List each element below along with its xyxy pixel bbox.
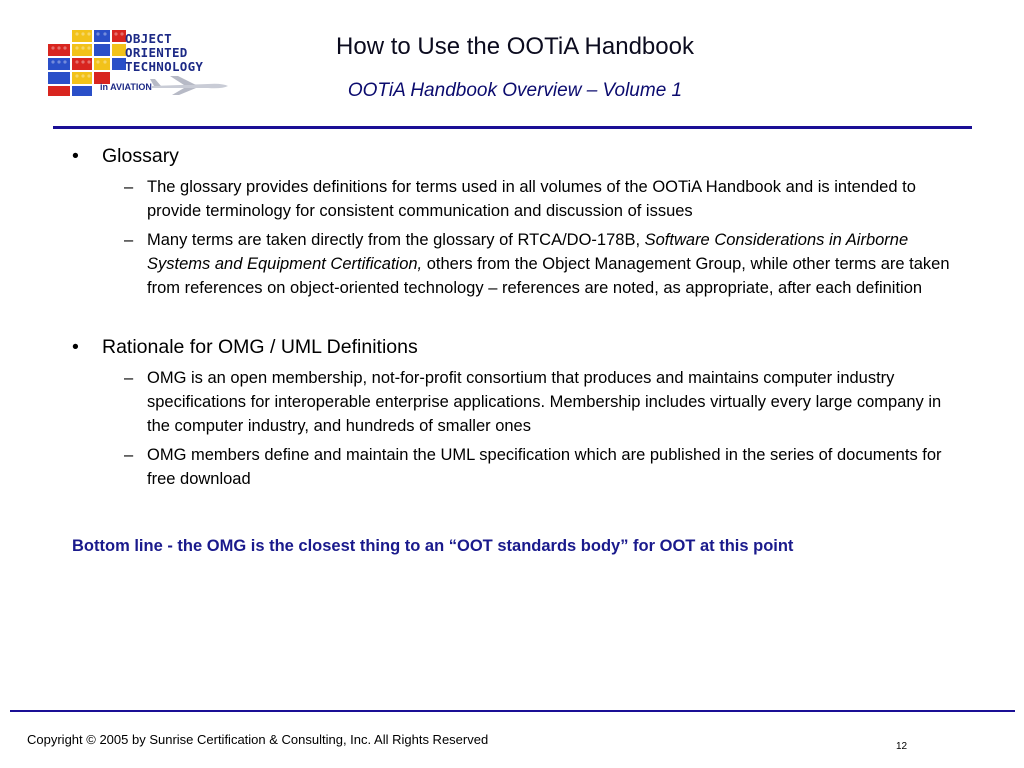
slide-subtitle: OOTiA Handbook Overview – Volume 1: [347, 80, 683, 101]
sub-bullet-text: OMG members define and maintain the UML specification which are published in the series of documents for free download: [147, 446, 942, 488]
sub-bullet: [72, 443, 962, 491]
bottom-line-statement: Bottom line - the OMG is the closest thing to an “OOT standards body” for OOT at this point: [72, 537, 794, 555]
bullet-marker: •: [72, 336, 79, 358]
book-title: Software Considerations in Airborne Systems and Equipment Certification,: [147, 231, 909, 273]
page-number: 12: [896, 741, 908, 752]
logo-line-aviation: in AVIATION: [100, 82, 152, 92]
logo-line-oriented: ORIENTED: [125, 45, 188, 60]
sub-bullet: [72, 366, 962, 438]
bullet-text: Rationale for OMG / UML Definitions: [102, 336, 418, 358]
sub-bullet-text: OMG is an open membership, not-for-profit consortium that produces and maintains computer industry specifications for interoperable enterprise applications. Membership includes virtually every large company in the computer industry, and hundreds of smaller ones: [147, 369, 942, 435]
sub-bullet: [72, 175, 962, 223]
italic-letter: o: [792, 255, 802, 273]
bullet-rationale: [72, 333, 962, 361]
sub-bullet-text-end: ther terms are taken from references on object-oriented technology – references are noted, as appropriate, after each definition: [147, 255, 950, 297]
slide-title: How to Use the OOTiA Handbook: [336, 33, 694, 60]
slide-body: [72, 142, 962, 556]
sub-bullet-text: The glossary provides definitions for terms used in all volumes of the OOTiA Handbook and is intended to provide terminology for consistent communication and discussion of issues: [147, 178, 916, 220]
sub-bullet: [72, 228, 962, 300]
sub-bullet-marker: –: [124, 369, 134, 387]
sub-bullet-marker: –: [124, 178, 134, 196]
sub-bullet-text-start: Many terms are taken directly from the glossary of RTCA/DO-178B,: [147, 231, 645, 249]
sub-bullet-marker: –: [124, 446, 134, 464]
bullet-text: Glossary: [102, 145, 179, 167]
bullet-marker: •: [72, 145, 79, 167]
copyright-notice: Copyright © 2005 by Sunrise Certification & Consulting, Inc. All Rights Reserved: [27, 732, 489, 747]
header-divider: [53, 126, 972, 129]
sub-bullet-text-mid: others from the Object Management Group, while: [422, 255, 793, 273]
sub-bullet-marker: –: [124, 231, 134, 249]
bullet-glossary: [72, 142, 962, 170]
logo-line-technology: TECHNOLOGY: [125, 59, 204, 74]
logo-line-object: OBJECT: [125, 31, 172, 46]
footer-divider: [10, 710, 1015, 712]
